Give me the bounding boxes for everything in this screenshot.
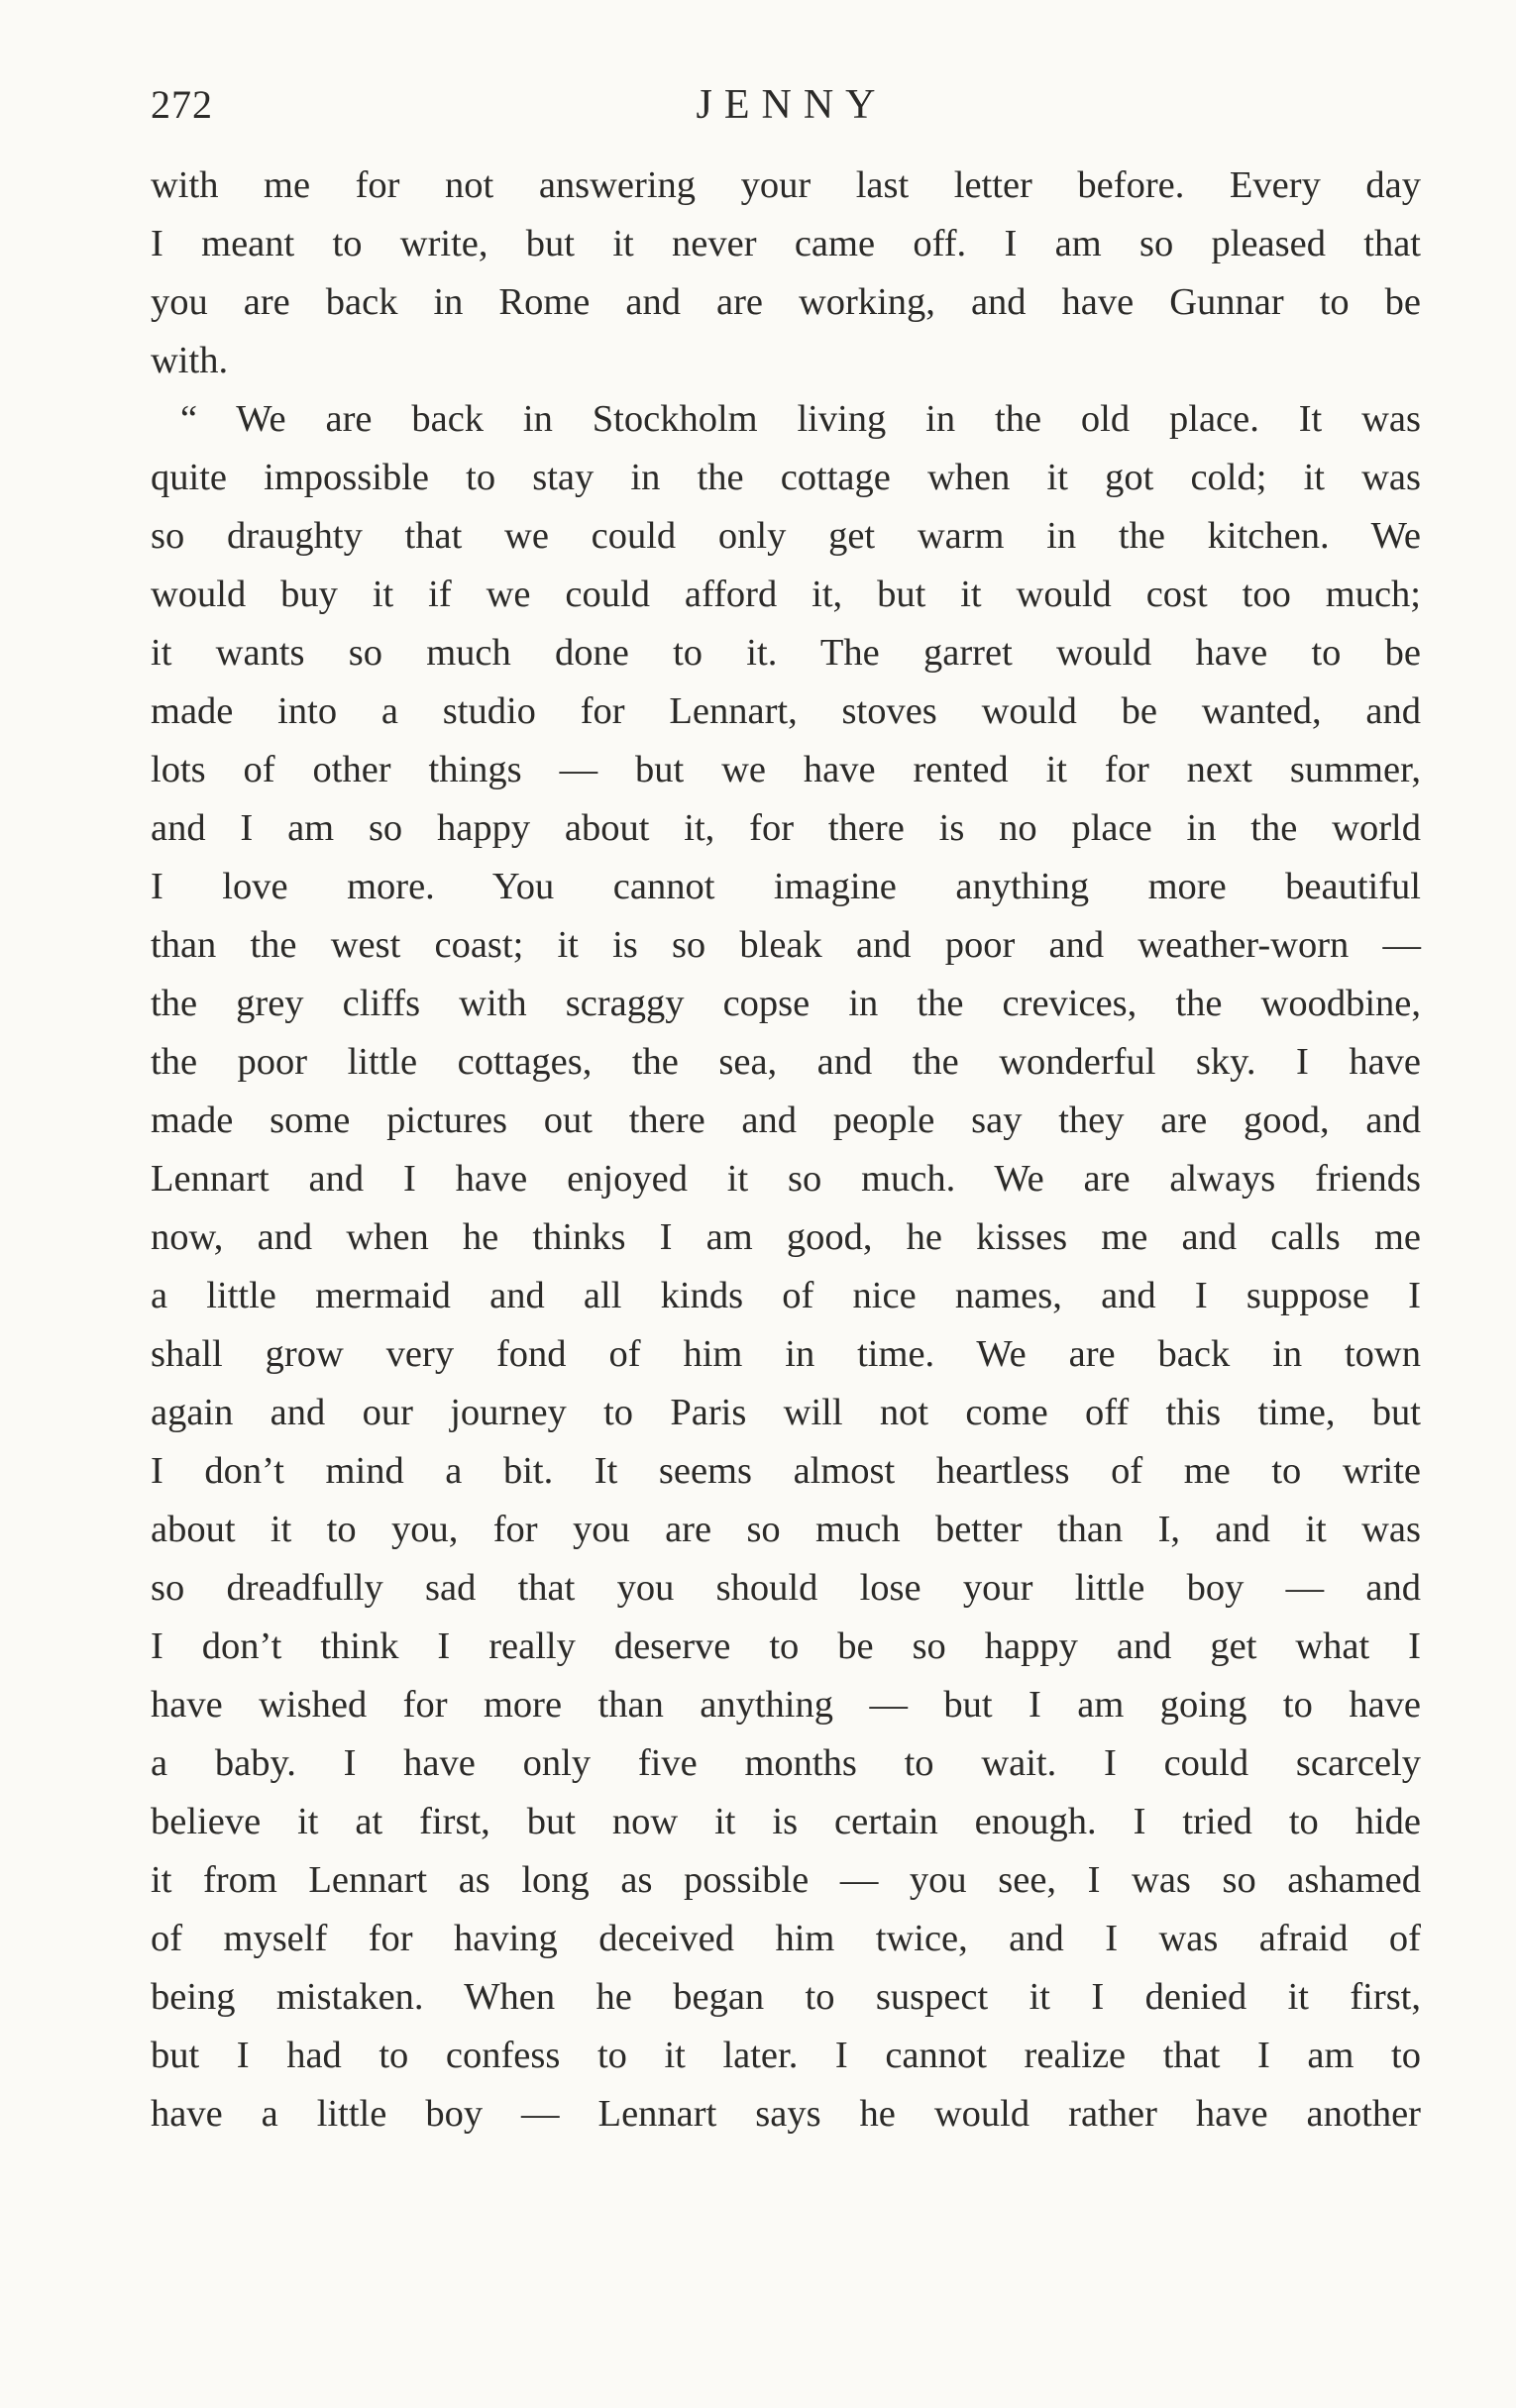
text-line: “ We are back in Stockholm living in the old place. It was (180, 398, 1421, 440)
text-line: you are back in Rome and are working, and have Gunnar to be (151, 281, 1421, 323)
text-line: being mistaken. When he began to suspect it I denied it first, (151, 1976, 1421, 2018)
text-line: it wants so much done to it. The garret would have to be (151, 632, 1421, 674)
text-line: with. (151, 340, 229, 381)
text-line: made some pictures out there and people say they are good, and (151, 1099, 1421, 1141)
text-line: so dreadfully sad that you should lose your little boy — and (151, 1567, 1421, 1609)
text-line: a baby. I have only five months to wait. I could scarcely (151, 1742, 1421, 1784)
running-head (151, 77, 1421, 133)
text-line: with me for not answering your last letter before. Every day (151, 164, 1421, 206)
text-line: it from Lennart as long as possible — you see, I was so ashamed (151, 1859, 1421, 1901)
text-line: the grey cliffs with scraggy copse in the crevices, the woodbine, (151, 983, 1421, 1024)
text-line: a little mermaid and all kinds of nice names, and I suppose I (151, 1275, 1421, 1316)
text-line: shall grow very fond of him in time. We are back in town (151, 1333, 1421, 1375)
text-line: have wished for more than anything — but I am going to have (151, 1684, 1421, 1726)
text-line: about it to you, for you are so much better than I, and it was (151, 1509, 1421, 1550)
text-line: I meant to write, but it never came off. I am so pleased that (151, 223, 1421, 264)
text-line: the poor little cottages, the sea, and the wonderful sky. I have (151, 1041, 1421, 1083)
text-line: I don’t mind a bit. It seems almost heartless of me to write (151, 1450, 1421, 1492)
text-line: than the west coast; it is so bleak and poor and weather-worn — (151, 924, 1421, 966)
text-line: I love more. You cannot imagine anything more beautiful (151, 866, 1421, 907)
running-title: JENNY (696, 82, 888, 128)
body-text (151, 157, 1421, 2144)
text-line: would buy it if we could afford it, but it would cost too much; (151, 574, 1421, 615)
page-number: 272 (151, 82, 213, 127)
text-line: again and our journey to Paris will not come off this time, but (151, 1392, 1421, 1433)
text-line: of myself for having deceived him twice, and I was afraid of (151, 1918, 1421, 1959)
text-line: now, and when he thinks I am good, he kisses me and calls me (151, 1216, 1421, 1258)
text-line: but I had to confess to it later. I cannot realize that I am to (151, 2035, 1421, 2076)
text-line: believe it at first, but now it is certain enough. I tried to hide (151, 1801, 1421, 1842)
text-line: lots of other things — but we have rented it for next summer, (151, 749, 1421, 790)
text-line: and I am so happy about it, for there is no place in the world (151, 807, 1421, 849)
text-line: so draughty that we could only get warm in the kitchen. We (151, 515, 1421, 557)
text-line: quite impossible to stay in the cottage when it got cold; it was (151, 457, 1421, 498)
text-line: have a little boy — Lennart says he would rather have another (151, 2093, 1421, 2135)
text-line: Lennart and I have enjoyed it so much. We are always friends (151, 1158, 1421, 1200)
text-line: I don’t think I really deserve to be so happy and get what I (151, 1625, 1421, 1667)
text-line: made into a studio for Lennart, stoves would be wanted, and (151, 690, 1421, 732)
